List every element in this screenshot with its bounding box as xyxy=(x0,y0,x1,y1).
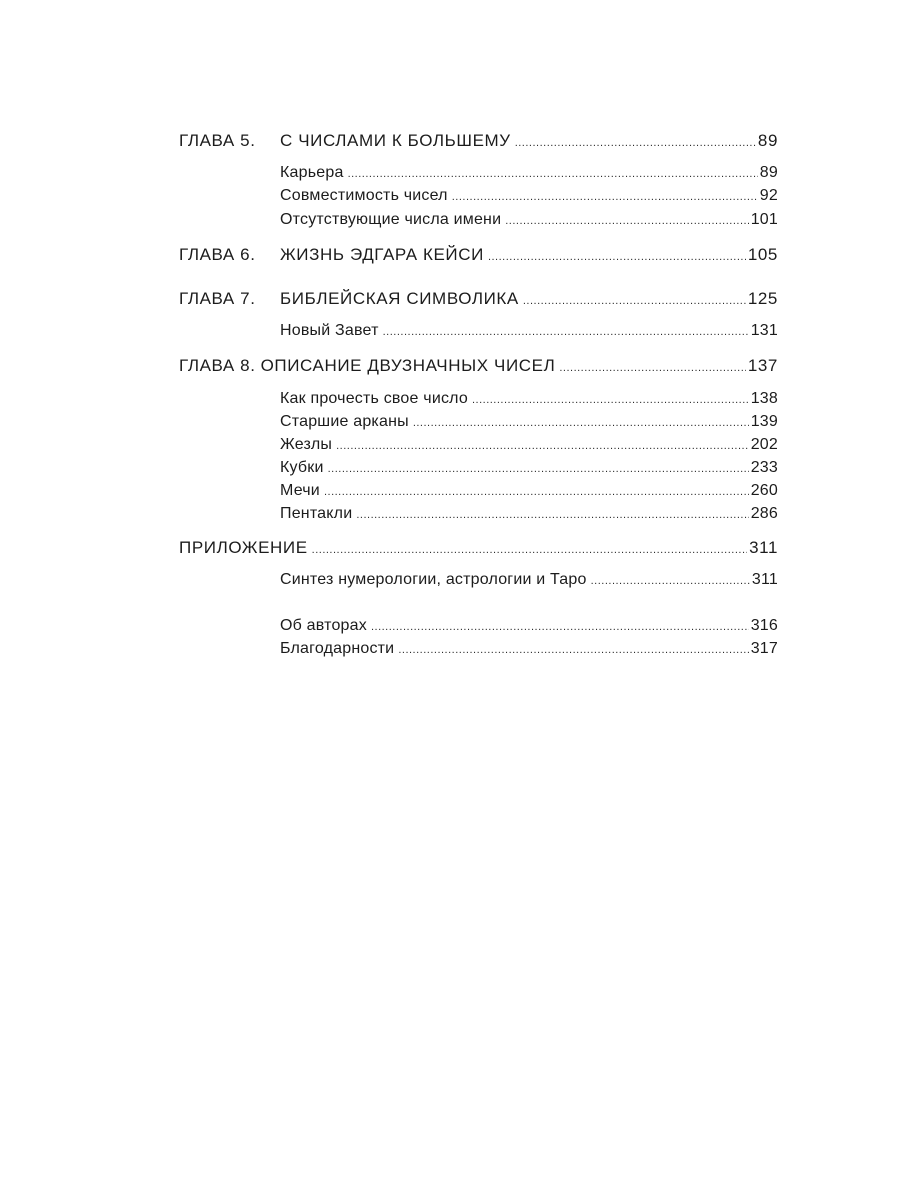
toc-entry-career[interactable] xyxy=(280,164,778,182)
page-number: 89 xyxy=(759,164,778,181)
entry-title: Как прочесть свое число xyxy=(280,390,468,407)
dot-leader xyxy=(324,486,749,498)
page-number: 125 xyxy=(747,289,778,308)
page-number: 202 xyxy=(750,436,778,453)
chapter-title: ЖИЗНЬ ЭДГАРА КЕЙСИ xyxy=(280,245,484,264)
page-number: 131 xyxy=(750,322,778,339)
entry-title: Синтез нумерологии, астрологии и Таро xyxy=(280,571,587,588)
toc-chapter-5[interactable] xyxy=(179,131,778,151)
page-number: 316 xyxy=(750,617,778,634)
toc-entry-acknowledgements[interactable] xyxy=(280,640,778,658)
page-number: 311 xyxy=(749,538,778,557)
dot-leader xyxy=(328,463,749,475)
entry-title: Благодарности xyxy=(280,640,395,657)
chapter-title: ПРИЛОЖЕНИЕ xyxy=(179,538,308,557)
page-number: 92 xyxy=(759,187,778,204)
page-number: 139 xyxy=(750,413,778,430)
page-number: 89 xyxy=(757,131,778,150)
dot-leader xyxy=(559,362,745,374)
dot-leader xyxy=(505,215,748,227)
chapter-title: ОПИСАНИЕ ДВУЗНАЧНЫХ ЧИСЕЛ xyxy=(260,356,556,375)
dot-leader xyxy=(371,621,749,633)
toc-appendix[interactable] xyxy=(179,538,778,558)
toc-entry-new-testament[interactable] xyxy=(280,322,778,340)
page-number: 311 xyxy=(751,571,778,588)
entry-title: Карьера xyxy=(280,164,344,181)
toc-chapter-6[interactable] xyxy=(179,245,778,265)
chapter-number: ГЛАВА 8. xyxy=(179,356,256,375)
chapter-title: БИБЛЕЙСКАЯ СИМВОЛИКА xyxy=(280,289,519,308)
chapter-title: С ЧИСЛАМИ К БОЛЬШЕМУ xyxy=(280,131,511,150)
toc-entry-pentacles[interactable] xyxy=(280,505,778,523)
toc-entry-how-to-read[interactable] xyxy=(280,390,778,408)
page-number: 138 xyxy=(750,390,778,407)
dot-leader xyxy=(591,575,750,587)
dot-leader xyxy=(452,191,758,203)
toc-entry-missing-numbers[interactable] xyxy=(280,211,778,229)
chapter-number: ГЛАВА 6. xyxy=(179,245,256,264)
page-number: 286 xyxy=(750,505,778,522)
dot-leader xyxy=(488,251,746,263)
dot-leader xyxy=(356,509,748,521)
toc-chapter-7[interactable] xyxy=(179,289,778,309)
entry-title: Жезлы xyxy=(280,436,333,453)
entry-title: Отсутствующие числа имени xyxy=(280,211,502,228)
entry-title: Новый Завет xyxy=(280,322,379,339)
dot-leader xyxy=(472,394,749,406)
page-number: 101 xyxy=(750,211,778,228)
toc-entry-major-arcana[interactable] xyxy=(280,413,778,431)
entry-title: Совместимость чисел xyxy=(280,187,448,204)
dot-leader xyxy=(398,644,748,656)
toc-entry-compatibility[interactable] xyxy=(280,187,778,205)
dot-leader xyxy=(413,417,749,429)
toc-entry-synthesis[interactable] xyxy=(280,571,778,589)
entry-title: Пентакли xyxy=(280,505,353,522)
entry-title: Об авторах xyxy=(280,617,367,634)
page-number: 137 xyxy=(747,356,778,375)
toc-entry-about-authors[interactable] xyxy=(280,617,778,635)
dot-leader xyxy=(383,326,749,338)
toc-chapter-8[interactable] xyxy=(179,356,778,376)
toc-entry-swords[interactable] xyxy=(280,482,778,500)
entry-title: Мечи xyxy=(280,482,320,499)
page-number: 233 xyxy=(750,459,778,476)
dot-leader xyxy=(348,168,758,180)
page-number: 260 xyxy=(750,482,778,499)
dot-leader xyxy=(312,544,747,556)
chapter-number: ГЛАВА 5. xyxy=(179,131,256,150)
dot-leader xyxy=(336,440,749,452)
entry-title: Старшие арканы xyxy=(280,413,409,430)
entry-title: Кубки xyxy=(280,459,324,476)
chapter-number: ГЛАВА 7. xyxy=(179,289,256,308)
toc-entry-wands[interactable] xyxy=(280,436,778,454)
page-number: 317 xyxy=(750,640,778,657)
dot-leader xyxy=(523,295,746,307)
page-number: 105 xyxy=(747,245,778,264)
dot-leader xyxy=(515,137,756,149)
toc-entry-cups[interactable] xyxy=(280,459,778,477)
